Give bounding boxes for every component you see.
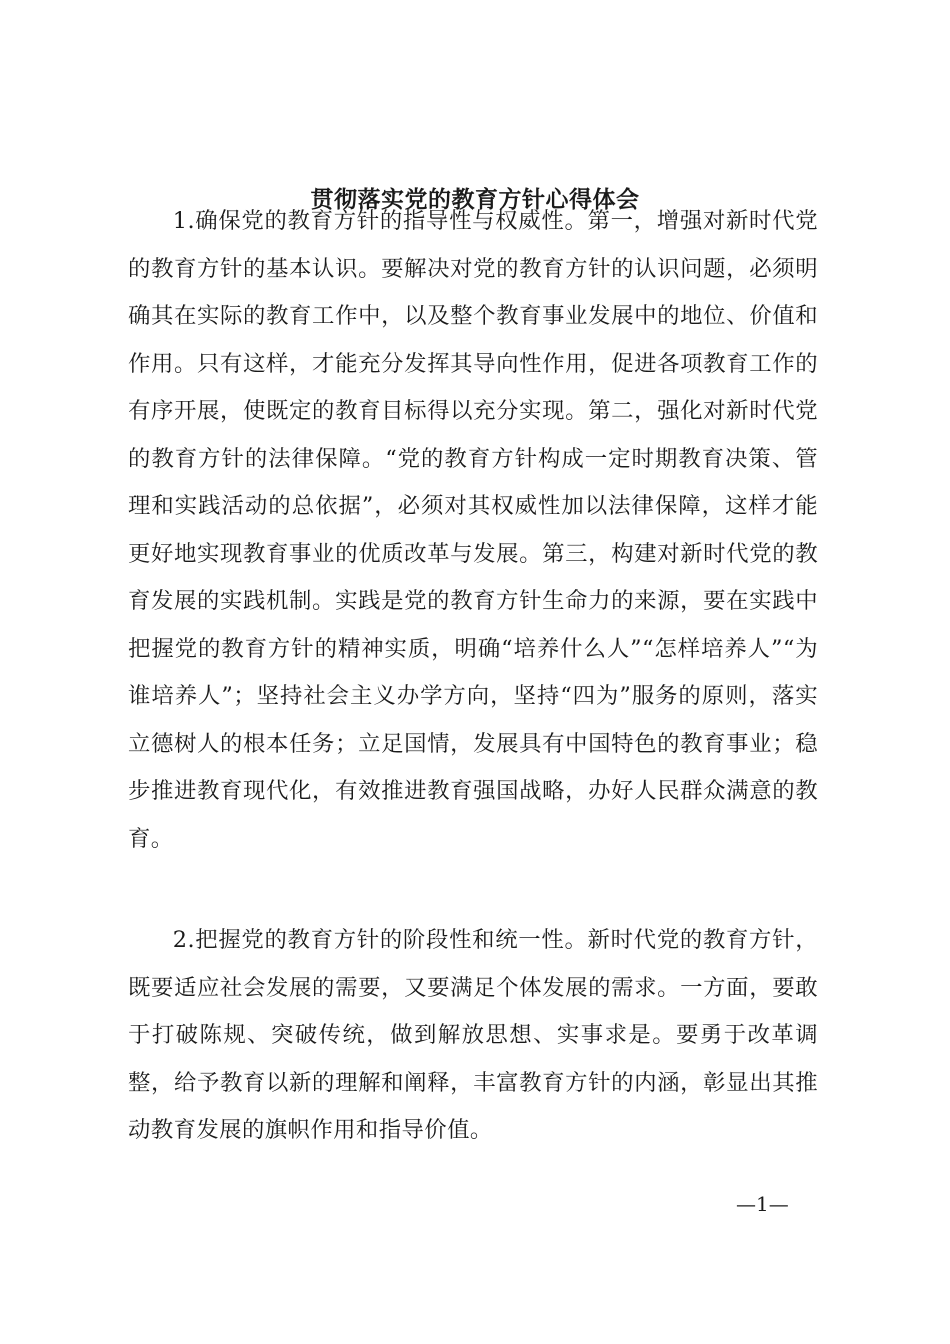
paragraph-1: 1.确保党的教育方针的指导性与权威性。第一，增强对新时代党的教育方针的基本认识。要解决对党的教育方针的认识问题，必须明确其在实际的教育工作中，以及整个教育事业发展中的地位、价值和作用。只有这样，才能充分发挥其导向性作用，促进各项教育工作的有序开展，使既定的教育目标得以充分实现。第二，强化对新时代党的教育方针的法律保障。“党的教育方针构成一定时期教育决策、管理和实践活动的总依据”，必须对其权威性加以法律保障，这样才能更好地实现教育事业的优质改革与发展。第三，构建对新时代党的教育发展的实践机制。实践是党的教育方针生命力的来源，要在实践中把握党的教育方针的精神实质，明确“培养什么人”“怎样培养人”“为谁培养人”；坚持社会主义办学方向，坚持“四为”服务的原则，落实立德树人的根本任务；立足国情，发展具有中国特色的教育事业；稳步推进教育现代化，有效推进教育强国战略，办好人民群众满意的教育。 <box>128 208 818 852</box>
page-number: —1— <box>736 1192 789 1216</box>
document-title: 贯彻落实党的教育方针心得体会 <box>310 186 640 213</box>
paragraph-2: 2.把握党的教育方针的阶段性和统一性。新时代党的教育方针，既要适应社会发展的需要，又要满足个体发展的需求。一方面，要敢于打破陈规、突破传统，做到解放思想、实事求是。要勇于改革调整，给予教育以新的理解和阐释，丰富教育方针的内涵，彰显出其推动教育发展的旗帜作用和指导价值。 <box>128 927 818 1143</box>
